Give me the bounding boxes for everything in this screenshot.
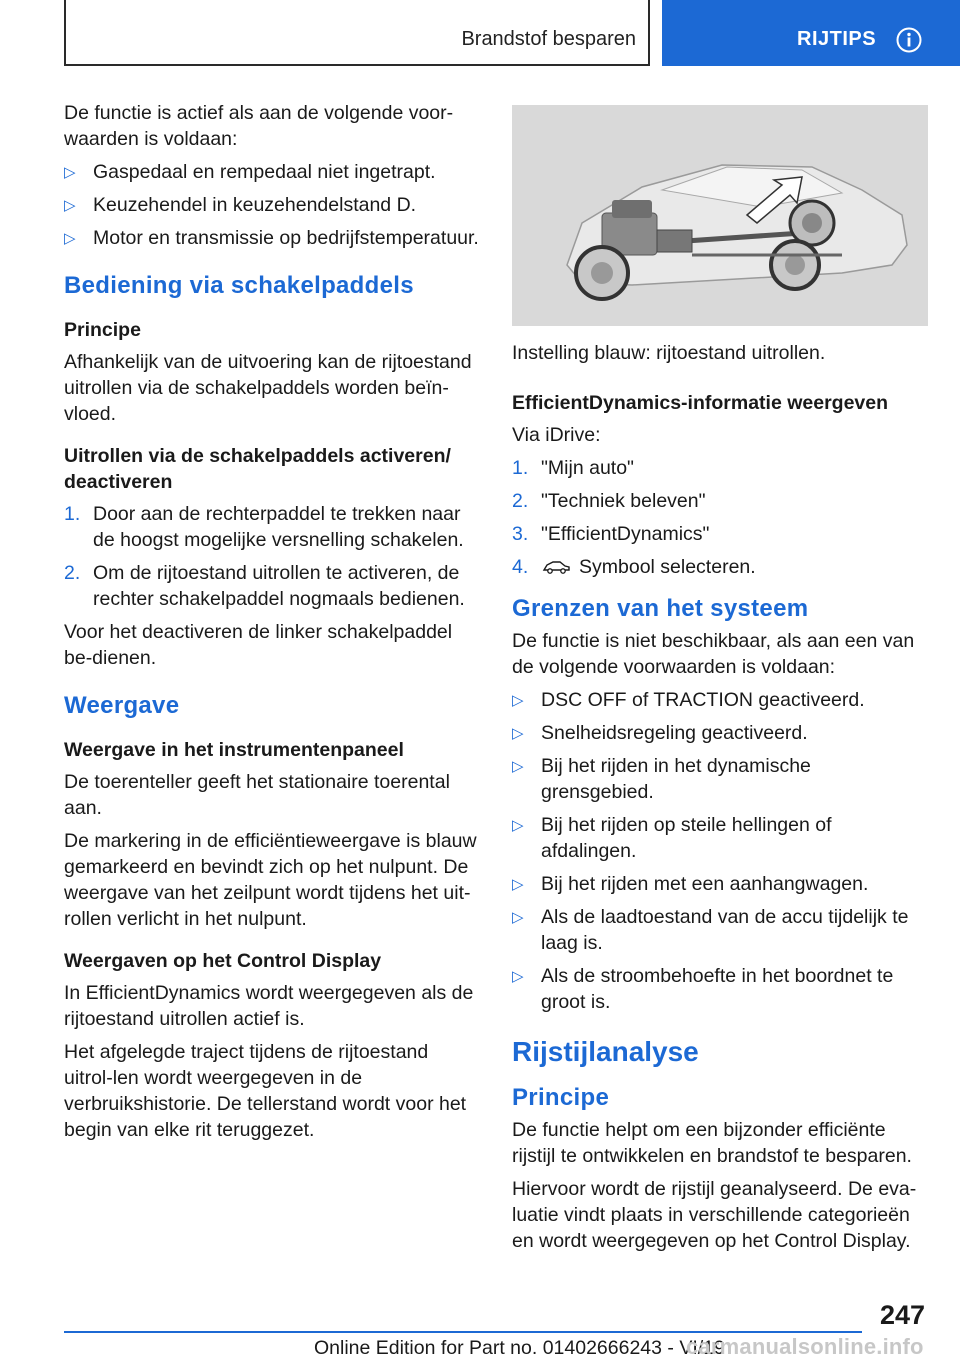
car-drivetrain-image [512, 105, 928, 326]
list-item: 4. Symbool selecteren. [512, 556, 756, 578]
deactivate-text: Voor het deactiveren de linker schakelpaddel be-dienen. [64, 621, 453, 669]
triangle-bullet-icon: ▷ [512, 817, 524, 834]
list-item: ▷ Bij het rijden op steile hellingen of afdalingen. [512, 814, 832, 862]
list-item: ▷ Bij het rijden met een aanhangwagen. [512, 871, 928, 897]
car-coasting-icon [541, 559, 571, 575]
list-item: 1. "Mijn auto" [512, 457, 634, 479]
left-column [64, 100, 480, 1150]
list-item: ▷ Snelheidsregeling geactiveerd. [512, 720, 928, 746]
triangle-bullet-icon: ▷ [64, 197, 76, 214]
heading-principle: Principe [64, 319, 141, 341]
intro-text: De functie is actief als aan de volgende voor-waarden is voldaan: [64, 102, 454, 150]
heading-efficientdynamics: EfficientDynamics-informatie weergeven [512, 392, 889, 414]
heading-limits: Grenzen van het systeem [512, 595, 809, 622]
cluster-text-1: De toerenteller geeft het stationaire toerental aan. [64, 771, 450, 819]
footer-divider [64, 1331, 862, 1333]
limits-intro: De functie is niet beschikbaar, als aan een van de volgende voorwaarden is voldaan: [512, 630, 915, 678]
triangle-bullet-icon: ▷ [512, 909, 524, 926]
watermark: carmanualsonline.info [686, 1334, 924, 1359]
heading-activate: Uitrollen via de schakelpaddels activeren/ deactiveren [64, 445, 451, 493]
info-icon [896, 27, 922, 53]
triangle-bullet-icon: ▷ [64, 164, 76, 181]
list-item: ▷ Keuzehendel in keuzehendelstand D. [64, 192, 480, 218]
header-section-box [64, 0, 650, 66]
list-item: ▷ Als de laadtoestand van de accu tijdelijk te laag is. [512, 906, 909, 954]
via-idrive: Via iDrive: [512, 424, 601, 446]
heading-analysis: Rijstijlanalyse [512, 1036, 699, 1067]
right-column [512, 105, 928, 1261]
principle-text: Afhankelijk van de uitvoering kan de rijtoestand uitrollen via de schakelpaddels worden beïn-vloed. [64, 351, 472, 425]
list-item: ▷ Gaspedaal en rempedaal niet ingetrapt. [64, 159, 480, 185]
car-illustration [512, 105, 928, 326]
control-text-2: Het afgelegde traject tijdens de rijtoestand uitrol-len wordt weergegeven in de verbruikshistorie. De tellerstand wordt voor het begin van elke rit teruggezet. [64, 1041, 467, 1141]
header-chapter-box [662, 0, 960, 66]
heading-control-display: Weergaven op het Control Display [64, 950, 382, 972]
control-text-1: In EfficientDynamics wordt weergegeven als de rijtoestand uitrollen actief is. [64, 982, 474, 1030]
heading-cluster: Weergave in het instrumentenpaneel [64, 739, 404, 761]
edition-text: Online Edition for Part no. 01402666243 - VI/19 [314, 1337, 725, 1359]
section-title: Brandstof besparen [461, 28, 636, 50]
list-item: ▷ Bij het rijden in het dynamische grensgebied. [512, 755, 811, 803]
heading-paddles: Bediening via schakelpaddels [64, 272, 414, 299]
list-item: 2. "Techniek beleven" [512, 490, 706, 512]
list-item: 2. Om de rijtoestand uitrollen te activeren, de rechter schakelpaddel nogmaals bedienen. [64, 562, 465, 610]
list-item: ▷ Motor en transmissie op bedrijfstemperatuur. [64, 225, 480, 251]
list-item: 1. Door aan de rechterpaddel te trekken naar de hoogst mogelijke versnelling schakelen. [64, 503, 464, 551]
list-item: ▷ Als de stroombehoefte in het boordnet te groot is. [512, 965, 894, 1013]
cluster-text-2: De markering in de efficiëntieweergave is blauw gemarkeerd en bevindt zich op het nulpunt. De weergave van het zeilpunt wordt tijdens het uit-rollen verlicht in het nulpunt. [64, 830, 477, 930]
analysis-text-2: Hiervoor wordt de rijstijl geanalyseerd. De eva-luatie vindt plaats in verschillende categorieën en wordt weergegeven op het Control Display. [512, 1178, 917, 1252]
triangle-bullet-icon: ▷ [512, 725, 524, 742]
list-item: ▷ DSC OFF of TRACTION geactiveerd. [512, 687, 928, 713]
page-number: 247 [880, 1300, 926, 1330]
triangle-bullet-icon: ▷ [512, 876, 524, 893]
heading-principle-2: Principe [512, 1084, 610, 1111]
triangle-bullet-icon: ▷ [512, 758, 524, 775]
triangle-bullet-icon: ▷ [512, 692, 524, 709]
figure-caption: Instelling blauw: rijtoestand uitrollen. [512, 342, 826, 364]
chapter-title: RIJTIPS [797, 28, 877, 50]
list-item: 3. "EfficientDynamics" [512, 523, 710, 545]
triangle-bullet-icon: ▷ [64, 230, 76, 247]
triangle-bullet-icon: ▷ [512, 968, 524, 985]
heading-display: Weergave [64, 692, 180, 719]
analysis-text-1: De functie helpt om een bijzonder efficiënte rijstijl te ontwikkelen en brandstof te besparen. [512, 1119, 912, 1167]
